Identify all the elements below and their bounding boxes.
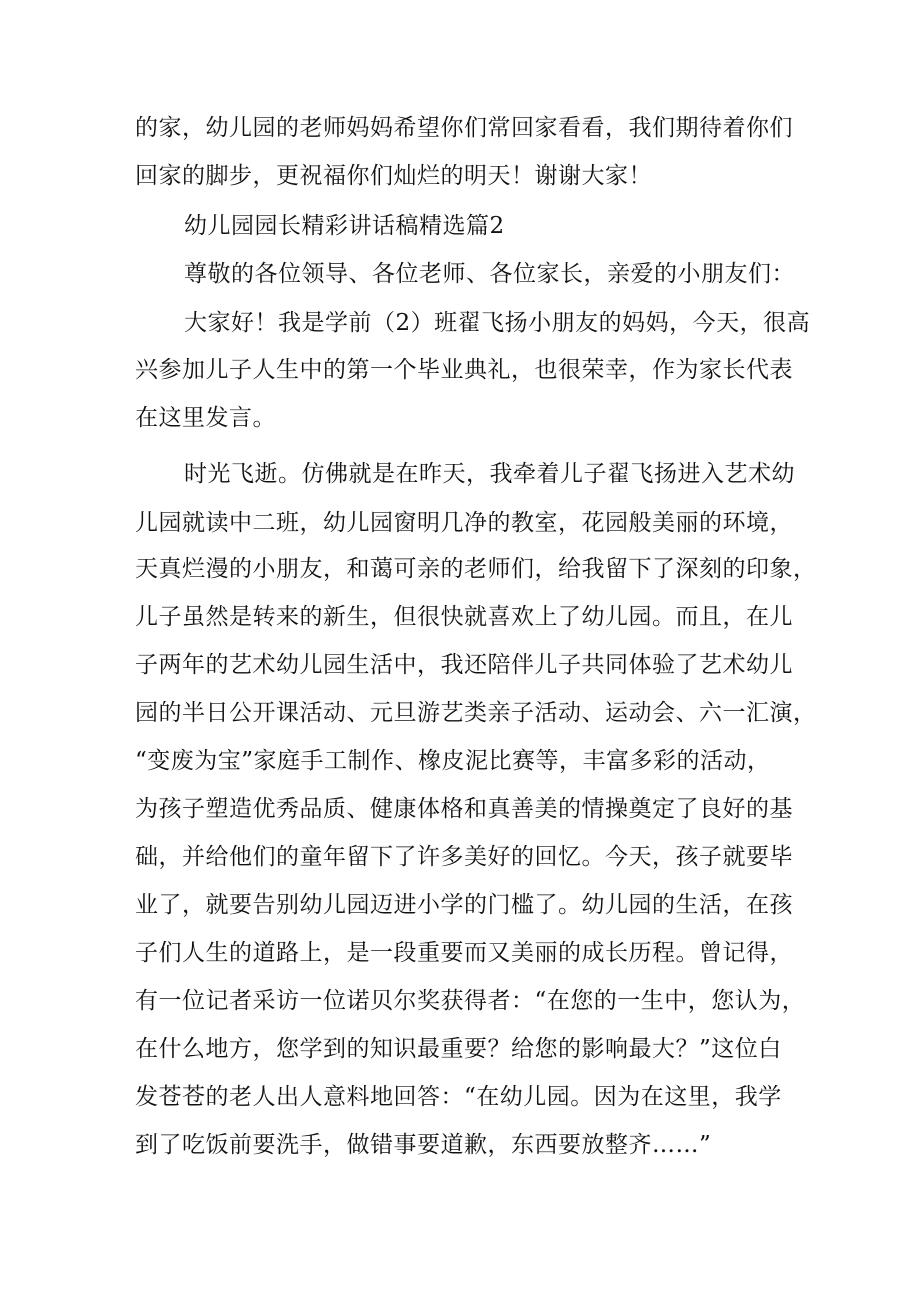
text-line: 础，并给他们的童年留下了许多美好的回忆。今天，孩子就要毕 — [135, 844, 793, 870]
text-line: 子们人生的道路上，是一段重要而又美丽的成长历程。曾记得， — [135, 940, 793, 966]
text-line: “变废为宝”家庭手工制作、橡皮泥比赛等，丰富多彩的活动， — [135, 748, 771, 774]
text-line: 到了吃饭前要洗手，做错事要道歉，东西要放整齐……” — [135, 1132, 712, 1158]
text-line: 为孩子塑造优秀品质、健康体格和真善美的情操奠定了良好的基 — [135, 796, 793, 822]
salutation: 尊敬的各位领导、各位老师、各位家长，亲爱的小朋友们： — [184, 261, 795, 287]
text-line: 时光飞逝。仿佛就是在昨天，我牵着儿子翟飞扬进入艺术幼 — [184, 461, 795, 487]
text-line: 儿子虽然是转来的新生，但很快就喜欢上了幼儿园。而且，在儿 — [135, 604, 793, 630]
text-line: 业了，就要告别幼儿园迈进小学的门槛了。幼儿园的生活，在孩 — [135, 892, 793, 918]
section-title: 幼儿园园长精彩讲话稿精选篇2 — [184, 213, 505, 239]
text-line: 的家，幼儿园的老师妈妈希望你们常回家看看，我们期待着你们 — [135, 115, 793, 141]
text-line: 回家的脚步，更祝福你们灿烂的明天！谢谢大家！ — [135, 163, 652, 189]
text-line: 天真烂漫的小朋友，和蔼可亲的老师们，给我留下了深刻的印象， — [135, 556, 817, 582]
text-line: 在什么地方，您学到的知识最重要？给您的影响最大？”这位白 — [135, 1036, 782, 1062]
text-line: 有一位记者采访一位诺贝尔奖获得者：“在您的一生中，您认为， — [135, 988, 806, 1014]
text-line: 子两年的艺术幼儿园生活中，我还陪伴儿子共同体验了艺术幼儿 — [135, 652, 793, 678]
text-line: 儿园就读中二班，幼儿园窗明几净的教室，花园般美丽的环境， — [135, 510, 793, 536]
text-line: 发苍苍的老人出人意料地回答：“在幼儿园。因为在这里，我学 — [135, 1084, 782, 1110]
text-line: 兴参加儿子人生中的第一个毕业典礼，也很荣幸，作为家长代表 — [135, 357, 793, 383]
text-line: 园的半日公开课活动、元旦游艺类亲子活动、运动会、六一汇演， — [135, 700, 817, 726]
text-line: 大家好！我是学前（2）班翟飞扬小朋友的妈妈，今天，很高 — [184, 310, 811, 336]
text-line: 在这里发言。 — [135, 405, 276, 431]
